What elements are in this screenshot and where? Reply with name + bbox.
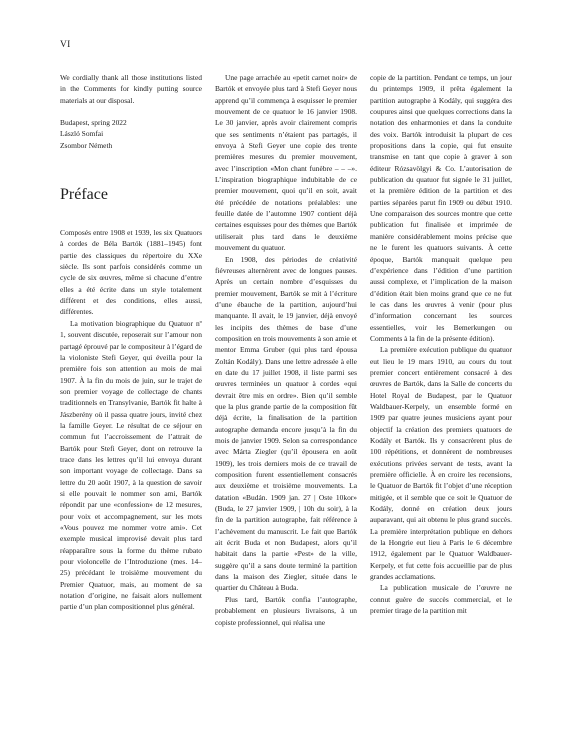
acknowledgement-text: We cordially thank all those institutions listed in the Comments for kindly putting source materials at our disposal. — [60, 73, 202, 105]
paragraph: copie de la partition. Pendant ce temps, un jour du printemps 1909, il prêta également la partition autographe à Kodály, qui suggéra des coupures ainsi que quelques corrections dans la notation des enharmonies et dans la conduite des voix. Bartók introduisit la plupart de ces propositions dans la copie, qui fut ensuite transmise en tant que copie à graver à son éditeur Rózsavölgyi & Co. L’autorisation de publication du quatuor fut signée le 31 juillet, et la première édition de la partition et des parties séparées parut fin 1909 ou début 1910. Une comparaison des sources montre que cette publication fut finalisée et imprimée de manière considérablement moins précise que ne le furent les quatuors suivants. À cette époque, Bartók manquait quelque peu d’expérience dans l’édition d’une partition aussi complexe, et l’implication de la maison d’édition était bien moins grand que ce ne fut le cas dans les œuvres à venir (pour plus d’information concernant les sources essentielles, voir les Bemerkungen ou Comments à la fin de la présente édition). — [370, 73, 512, 343]
paragraph: La motivation biographique du Quatuor nº 1, souvent discutée, reposerait sur l’amour non partagé éprouvé par le compositeur à l’égard de la violoniste Stefi Geyer, qui éveilla pour la première fois son attention au mois de mai 1907. À la fin du mois de juin, sur le trajet de son premier voyage de collectage de chants traditionnels en Transylvanie, Bartók fit halte à Jászberény où il passa quatre jours, invité chez la famille Geyer. Le résultat de ce séjour en commun fut l’accroissement de l’attrait de Bartók pour Stefi Geyer, dont on retrouve la trace dans les lettres qu’il lui envoya durant son important voyage de collectage. Dans sa lettre du 20 août 1907, à la question de savoir si elle pouvait le nommer son ami, Bartók répondit par une «confession» de 12 mesures, pour voix et accompagnement, sur les mots «Vous pouvez me nommer votre ami». Cet exemple musical improvisé devait plus tard réapparaître sous la forme du thème rubato pour violoncelle de l’Introduzione (mes. 14–25) précédant le troisième mouvement du Premier Quatuor, mais, au moment de sa notation d’origine, ne faisait alors nullement partie d’un plan compositionnel plus général. — [60, 318, 202, 612]
signoff-editor-1: László Somfai — [60, 129, 104, 139]
column-middle — [215, 72, 357, 628]
paragraph: Une page arrachée au «petit carnet noir» de Bartók et envoyée plus tard à Stefi Geyer nous apprend qu’il commença à esquisser le premier mouvement de ce quatuor le 16 janvier 1908. Le 30 janvier, après avoir clairement compris que ses sentiments n’étaient pas partagés, il envoya à Stefi Geyer une copie des trente premières mesures du premier mouvement, avec l’inscription «Mon chant funèbre – – –». L’inspiration biographique indubitable de ce premier mouvement, quoi qu’il en soit, avait été précédée de notations préalables: une feuille datée de l’automne 1907 contient déjà certaines esquisses pour des thèmes que Bartók utiliserait plus tard dans le deuxième mouvement du quatuor. — [215, 73, 357, 253]
section-heading: Préface — [60, 186, 108, 204]
column-right — [370, 72, 512, 617]
signoff-editor-2: Zsombor Németh — [60, 140, 113, 150]
column-left — [60, 72, 202, 613]
page-number: VI — [60, 40, 71, 50]
signoff — [60, 117, 202, 151]
paragraph: La publication musicale de l’œuvre ne connut guère de succès commercial, et le premier tirage de la partition mit — [370, 583, 512, 616]
signoff-place-date: Budapest, spring 2022 — [60, 118, 127, 128]
paragraph: Plus tard, Bartók confia l’autographe, probablement en plusieurs livraisons, à un copiste professionnel, qui réalisa une — [215, 594, 357, 627]
acknowledgement — [60, 72, 202, 151]
paragraph: La première exécution publique du quatuor eut lieu le 19 mars 1910, au cours du tout premier concert entièrement consacré à des œuvres de Bartók, dans la Salle de concerts du Hotel Royal de Budapest, par le Quatuor Waldbauer-Kerpely, un ensemble formé en 1909 par quatre jeunes musiciens ayant pour objectif la création des premiers quatuors de Kodály et Bartók. Ils y consacrèrent plus de 100 répétitions, et donnèrent de nombreuses exécutions privées servant de tests, avant la première officielle. À en croire les recensions, le Quatuor de Bartók fit l’objet d’une réception mitigée, et il semble que ce soit le Quatuor de Kodály, donné en création deux jours auparavant, qui ait obtenu le plus grand succès. La première interprétation publique en dehors de la Hongrie eut lieu à Paris le 6 décembre 1912, également par le Quatuor Waldbauer-Kerpely, et fut cette fois accueillie par de plus grandes acclamations. — [370, 345, 512, 582]
paragraph: Composés entre 1908 et 1939, les six Quatuors à cordes de Béla Bartók (1881–1945) font partie des classiques du répertoire du XXe siècle. Ils sont parfois considérés comme un cycle de six œuvres, même si chacune d’entre elles a été écrite dans un style totalement différent et des conditions, elles aussi, différentes. — [60, 228, 202, 317]
paragraph: En 1908, des périodes de créativité fiévreuses alternèrent avec de longues pauses. Après un certain nombre d’esquisses du premier mouvement, Bartók se mit à l’écriture d’une ébauche de la partition, aujourd’hui manquante. Il avait, le 19 janvier, déjà envoyé les incipits des thèmes de base d’une composition en trois mouvements à son amie et mentor Emma Gruber (qui plus tard épousa Zoltán Kodály). Dans une lettre adressée à elle en date du 17 juillet 1908, il liste parmi ses œuvres terminées un quatuor à cordes «qui devrait être mis en ordre». Bien qu’il semble que la plus grande partie de la composition fût déjà écrite, la finalisation de la partition autographe demanda encore jusqu’à la fin du mois de janvier 1909. Selon sa correspondance avec Márta Ziegler (qu’il épousera en août 1909), les trois derniers mois de ce travail de composition furent essentiellement consacrés aux deuxième et troisième mouvements. La datation «Budán. 1909 jan. 27 | Oste 10kor» (Buda, le 27 janvier 1909, | 10h du soir), à la fin de la partition autographe, fait référence à l’achèvement du manuscrit. Le fait que Bartók ait écrit Buda et non Budapest, alors qu’il habitait dans la partie «Pest» de la ville, suggère qu’il a sans doute terminé la partition dans la maison des Ziegler, située dans le quartier du Château à Buda. — [215, 254, 357, 593]
